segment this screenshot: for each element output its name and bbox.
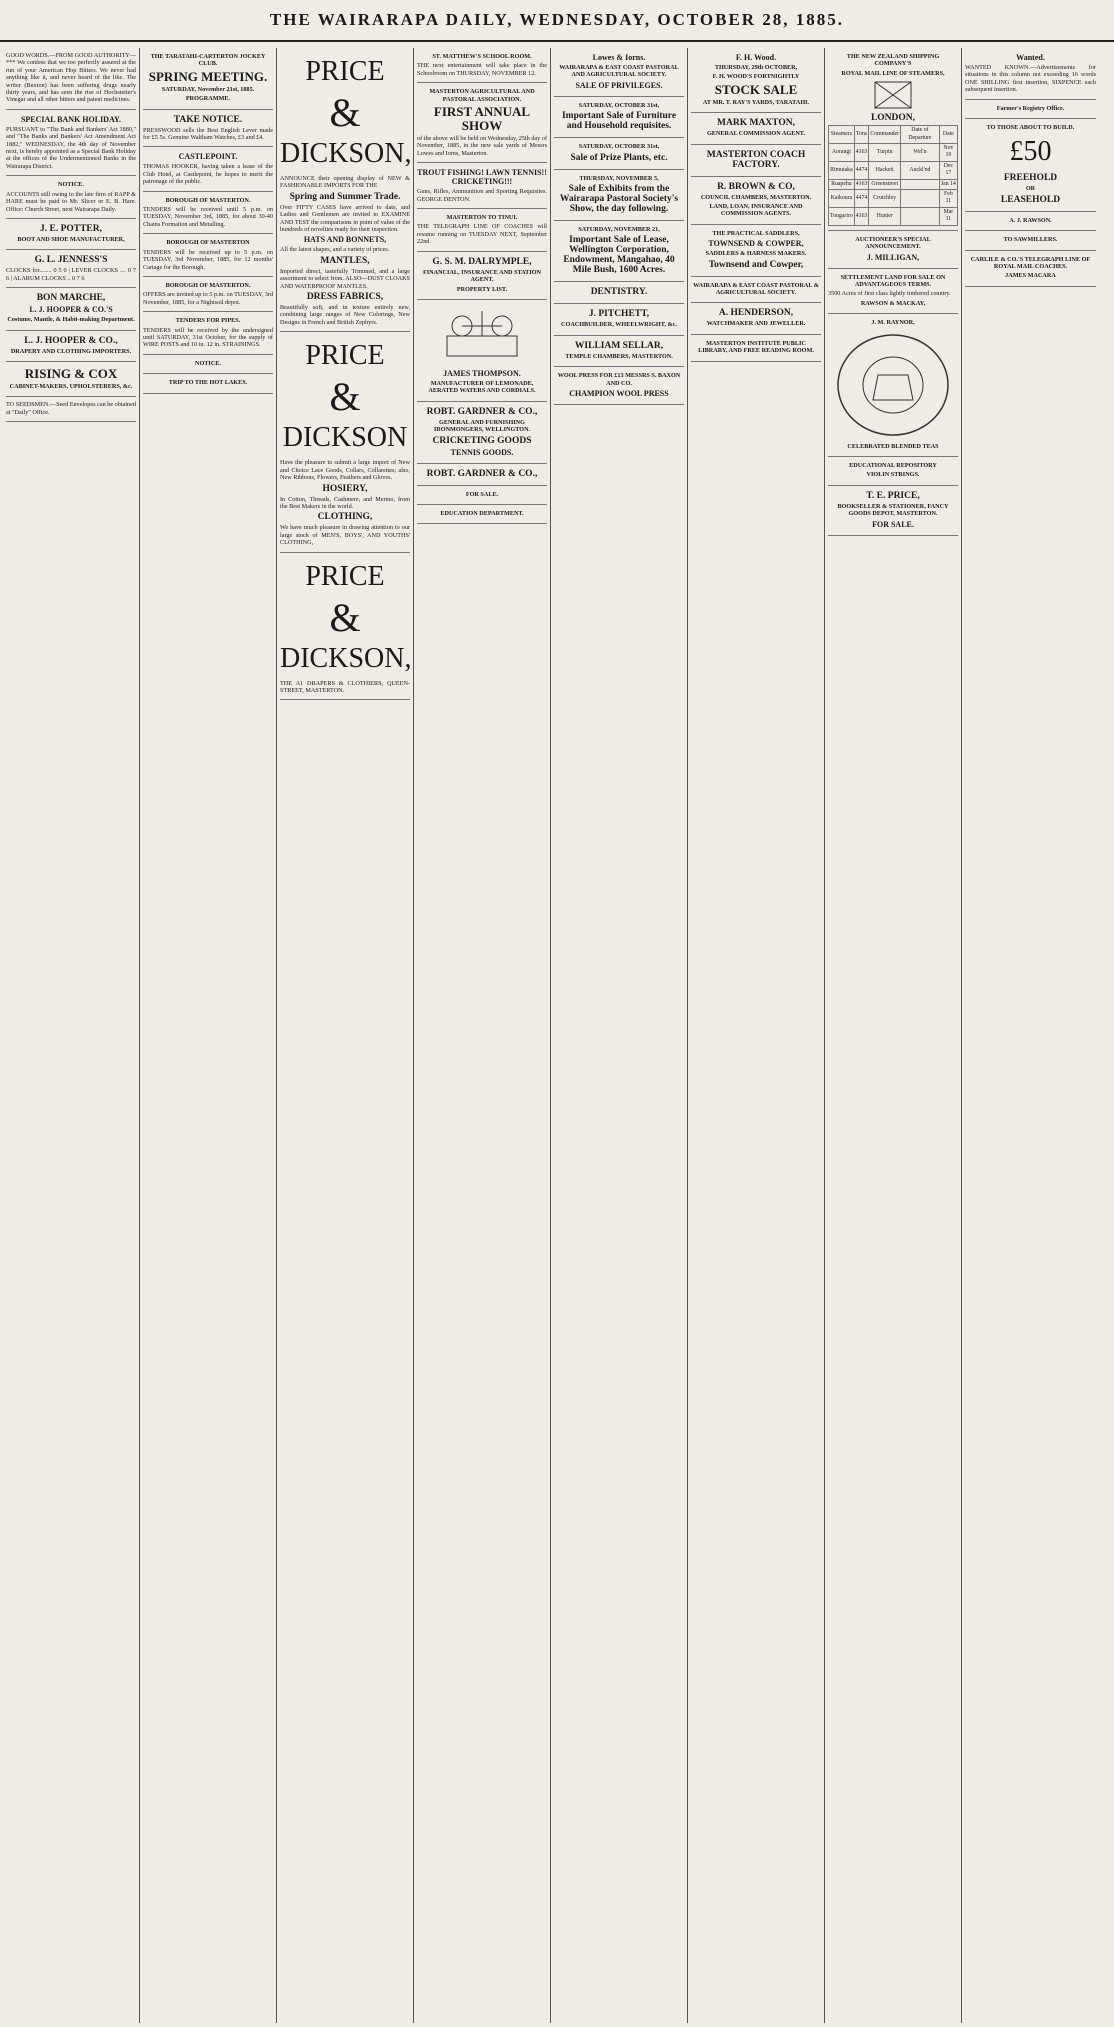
notice2-title: NOTICE. [195, 359, 221, 367]
ad-institute [691, 335, 821, 362]
maxton-title: MARK MAXTON, [717, 118, 795, 129]
ad-forsale [417, 486, 547, 505]
dickson-1: DICKSON, [280, 138, 412, 169]
ad-castlepoint [143, 147, 273, 191]
ad-shipping [828, 48, 958, 231]
gardner-title: ROBT. GARDNER & CO., [426, 406, 538, 417]
raynor: J. M. RAYNOR, [871, 319, 915, 327]
dress-sub: Beautifully soft, and in texture entirely new, combining large ranges of New Colorings, New Designs in French and British Zephyrs. [280, 304, 410, 326]
agri-title: MASTERTON AGRICULTURAL AND PASTORAL ASSOCIATION. [429, 88, 535, 103]
thursday: THURSDAY, NOVEMBER 5, [579, 174, 659, 182]
ad-school-room [417, 48, 547, 83]
ad-sellar [554, 336, 684, 367]
table-cell: Feb 11 [939, 190, 957, 208]
ad-potter [6, 219, 136, 250]
tinui-title: MASTERTON TO TINUI. [446, 214, 518, 222]
take-notice-text: PRESSWOOD sells the Best English Lever made for £5 5s. Genuine Waltham Watches, £3 and £4. [143, 126, 273, 142]
ad-prize-plants [554, 138, 684, 169]
leasehold: LEASEHOLD [1000, 194, 1061, 205]
table-header-cell: Date [939, 126, 957, 144]
table-row [829, 161, 958, 179]
table-cell: Hackett [869, 161, 901, 179]
exhibits: Sale of Exhibits from the Wairarapa Pastoral Society's Show, the day following. [559, 184, 679, 215]
mantles-title: MANTLES, [320, 255, 370, 266]
rawson: RAWSON & MACKAY, [860, 299, 926, 307]
institute: MASTERTON INSTITUTE PUBLIC LIBRARY, AND FREE READING ROOM. [698, 339, 814, 355]
take-notice-title: TAKE NOTICE. [173, 114, 243, 125]
programme-title: PROGRAMME. [185, 95, 231, 103]
seedsmen-text: TO SEEDSMEN.—Seed Envelopes can be obtained at "Daily" Office. [6, 401, 136, 416]
stock-sale: STOCK SALE [714, 81, 798, 97]
table-cell [901, 207, 940, 225]
shipping-sub: ROYAL MAIL LINE OF STEAMERS, [841, 69, 945, 77]
clothing-sub: We have much pleasure in drawing attention to our large stock of MEN'S, BOYS', AND YOUTHS' CLOTHING, [280, 524, 410, 547]
hats-title: HATS AND BONNETS, [303, 235, 387, 245]
table-header-cell: Commander [869, 126, 901, 144]
shipping-title: THE NEW ZEALAND SHIPPING COMPANY'S [846, 53, 940, 68]
ad-price-dickson-1 [280, 48, 410, 332]
prize-plants: Sale of Prize Plants, etc. [570, 152, 668, 163]
column-6 [688, 48, 825, 2023]
milligan: J. MILLIGAN, [866, 252, 920, 262]
masthead-title: THE WAIRARAPA DAILY, WEDNESDAY, OCTOBER 28, 1885. [269, 10, 845, 29]
notice-title: NOTICE. [58, 181, 84, 189]
table-cell: 4474 [854, 161, 869, 179]
good-words-text: GOOD WORDS.—FROM GOOD AUTHORITY—*** We confess that we too perfectly assured at the run of your American Hop Bitters. We never had anything like it, and never heard of the like. The writer (Buxton) has been suffering drugs nearly thirty years, and has seen the rise of Hochstetter's Vinegar and all other bitters and patent medicines. [6, 52, 136, 104]
telegraph: CARLILE & CO.'S TELEGRAPH LINE OF ROYAL MAIL COACHES. [970, 255, 1091, 271]
mantles-sub: Imported direct, tastefully Trimmed, and a large assortment to select from. ALSO—DUST CLOAKS AND WATERPROOF MANTLES. [280, 267, 410, 290]
table-cell: Jan 14 [939, 179, 957, 189]
tenders-pipes-text: TENDERS will be received by the undersigned until SATURDAY, 31st October, for the supply of WIRE POSTS and 10 in. 12 in. STRAININGS. [143, 326, 273, 349]
cricketing-title: CRICKETING GOODS [432, 435, 532, 446]
ad-thompson [417, 300, 547, 402]
ad-trout [417, 163, 547, 209]
ad-wood [691, 48, 821, 113]
tennis-title: TENNIS GOODS. [450, 447, 514, 457]
saturday-2: SATURDAY, OCTOBER 31st, [578, 143, 660, 151]
ad-notice-2 [143, 355, 273, 374]
ad-show-society [691, 277, 821, 304]
table-cell: Wel'n [901, 144, 940, 162]
column-3 [277, 48, 414, 2023]
table-row [829, 144, 958, 162]
dickson-2: DICKSON [282, 422, 408, 454]
table-cell: Crutchley [869, 190, 901, 208]
ad-builders [965, 119, 1096, 212]
educational: EDUCATIONAL REPOSITORY [849, 461, 937, 469]
spring-date: SATURDAY, November 21st, 1885. [161, 85, 255, 93]
column-8 [962, 48, 1099, 2023]
sale-privileges: SALE OF PRIVILEGES. [575, 80, 663, 90]
lowes-head: Lowes & Iorns. [592, 53, 646, 62]
table-cell: Kaikoura [829, 190, 855, 208]
wool-title: WOOL PRESS FOR £13 MESSRS S. BAXON AND CO. [557, 372, 681, 387]
potter-sub: BOOT AND SHOE MANUFACTURER, [17, 235, 125, 243]
column-1 [3, 48, 140, 2023]
ad-borough-2 [143, 234, 273, 277]
acres: 3500 Acres of first class lightly timbered country. [828, 290, 951, 298]
table-cell: Aorangi [829, 144, 855, 162]
school-title: ST. MATTHEW'S SCHOOL ROOM. [432, 53, 532, 60]
ad-price-dickson-2 [280, 332, 410, 552]
ad-wanted [965, 48, 1096, 100]
saturday-3: SATURDAY, NOVEMBER 21, [578, 226, 660, 234]
drapers-text: THE A1 DRAPERS & CLOTHIERS, QUEEN-STREET, MASTERTON. [280, 679, 410, 694]
show-society: WAIRARAPA & EAST COAST PASTORAL & AGRICULTURAL SOCIETY. [693, 281, 819, 297]
gardner-sub: GENERAL AND FURNISHING IRONMONGERS, WELLINGTON. [433, 418, 531, 434]
guns-text: Guns, Rifles, Ammunition and Sporting Requisites. GEORGE DENTON. [417, 188, 547, 203]
column-5 [551, 48, 688, 2023]
table-header-cell: Date of Departure [901, 126, 940, 144]
castlepoint-title: CASTLEPOINT. [178, 152, 238, 162]
pryce-sub: BOOKSELLER & STATIONER, FANCY GOODS DEPOT, MASTERTON. [837, 502, 949, 518]
ad-gardner-2 [417, 464, 547, 486]
ad-hooper [6, 331, 136, 362]
price-2: PRICE [305, 340, 385, 372]
saturday-1: SATURDAY, OCTOBER 31st, [578, 101, 660, 109]
ampersand-1: & [329, 90, 361, 135]
bon-marche-title: BON MARCHE, [36, 293, 106, 304]
ad-good-words [6, 48, 136, 110]
ad-jockey-club [143, 48, 273, 110]
ad-telegraph [965, 251, 1096, 287]
builders: TO THOSE ABOUT TO BUILD. [986, 124, 1075, 132]
wairarapa-show: WAIRARAPA & EAST COAST PASTORAL AND AGRICULTURAL SOCIETY. [559, 64, 679, 79]
table-cell: Hunter [869, 207, 901, 225]
jenness-title: G. L. JENNESS'S [34, 255, 108, 266]
sailing-table [828, 125, 958, 225]
hooper2-sub: DRAPERY AND CLOTHING IMPORTERS. [10, 347, 132, 355]
table-cell: Dec 17 [939, 161, 957, 179]
column-2 [140, 48, 277, 2023]
ampersand-3: & [329, 594, 361, 640]
champion: CHAMPION WOOL PRESS [569, 389, 669, 399]
rising-title: RISING & COX [24, 365, 118, 381]
temple: TEMPLE CHAMBERS, MASTERTON. [565, 352, 673, 360]
tinui-text: THE TELEGRAPH LINE OF COACHES will resume running on TUESDAY NEXT, September 22nd. [417, 223, 547, 246]
table-row [829, 190, 958, 208]
ad-borough-1 [143, 192, 273, 235]
table-cell: Auckl'nd [901, 161, 940, 179]
first-show-text: of the above will be held on Wednesday, 25th day of November, 1885, in the new sale yards of Messrs Lowes and Iorns, Masterton. [417, 135, 547, 157]
ad-pryce [828, 486, 958, 536]
ad-coach-factory [691, 145, 821, 177]
ad-saddlers [691, 225, 821, 277]
ad-exhibits [554, 170, 684, 221]
table-cell: Greenstreet [869, 179, 901, 189]
wanted-title: Wanted. [1016, 53, 1045, 62]
ad-lease [554, 221, 684, 282]
ad-auctioneer [828, 231, 958, 269]
table-cell: Turpin [869, 144, 901, 162]
price-3: PRICE [305, 560, 385, 592]
auctioneer: AUCTIONEER'S SPECIAL ANNOUNCEMENT. [855, 235, 931, 251]
brown-title: R. BROWN & CO, [717, 181, 795, 192]
ad-seedsmen [6, 397, 136, 422]
borough2-text: TENDERS will be received up to 5 p.m. on TUESDAY, 3rd November, 1885, for 12 months' Cartage for the Borough. [143, 248, 273, 271]
ad-notice [6, 176, 136, 219]
ad-take-notice [143, 110, 273, 148]
ad-settlement [828, 269, 958, 315]
ad-farmers [965, 100, 1096, 119]
ad-furniture [554, 97, 684, 138]
pitchett-sub: COACHBUILDER, WHEELWRIGHT, &c. [561, 321, 677, 329]
tenders-pipes-title: TENDERS FOR PIPES. [175, 317, 241, 325]
property-list: PROPERTY LIST. [456, 285, 508, 293]
coach-title: MASTERTON COACH FACTORY. [706, 149, 806, 170]
education-title: EDUCATION DEPARTMENT. [440, 509, 524, 517]
henderson-title: A. HENDERSON, [718, 308, 794, 319]
rawson-8: A. J. RAWSON. [1009, 216, 1052, 224]
wood-head: F. H. Wood. [735, 53, 777, 62]
henderson-sub: WATCHMAKER AND JEWELLER. [706, 320, 806, 328]
columns [3, 48, 1111, 2023]
townsend: TOWNSEND & COWPER, [708, 239, 804, 249]
tea: CELEBRATED BLENDED TEAS [847, 442, 939, 450]
borough3-text: OFFERS are invited up to 5 p.m. on TUESDAY, 3rd November, 1885, for a Nightsoil depot. [143, 291, 273, 306]
forsale-7: FOR SALE. [872, 519, 914, 529]
thompson-sub: MANUFACTURER OF LEMONADE, AERATED WATERS AND CORDIALS. [428, 379, 536, 395]
bank-holiday-title: SPECIAL BANK HOLIDAY. [20, 114, 122, 124]
sawmillers: TO SAWMILLERS. [1003, 236, 1058, 244]
pitchett-title: J. PITCHETT, [588, 309, 650, 320]
ad-dalrymple [417, 252, 547, 300]
table-cell: 4163 [854, 144, 869, 162]
or: OR [1025, 185, 1036, 193]
townsend2: Townsend and Cowper, [708, 259, 804, 270]
table-row [829, 207, 958, 225]
ad-bank-holiday [6, 110, 136, 176]
fortnightly: F. H. WOOD'S FORTNIGHTLY [712, 73, 800, 81]
borough1-text: TENDERS will be received until 5 p.m. on TUESDAY, November 3rd, 1885, for about 30-40 Chains Formation and Metalling. [143, 206, 273, 228]
table-cell: 4474 [854, 190, 869, 208]
table-cell [901, 179, 940, 189]
forsale-title: FOR SALE. [465, 490, 499, 498]
settlement: SETTLEMENT LAND FOR SALE ON ADVANTAGEOUS TERMS. [840, 273, 946, 288]
rising-sub: CABINET-MAKERS, UPHOLSTERERS, &c. [9, 382, 133, 390]
table-cell: 4163 [854, 207, 869, 225]
ad-wool-press [554, 367, 684, 405]
latest-text: Have the pleasure to submit a large import of New and Choice Lace Goods, Collars, Collarettes; also, New Ribbons, Flowers, Feathers and Gloves. [280, 459, 410, 482]
spring-title: SPRING MEETING. [148, 68, 268, 84]
maxton-sub: GENERAL COMMISSION AGENT. [706, 130, 806, 138]
table-header-cell: Steamers [829, 126, 855, 144]
hats-sub: All the latest shapes, and a variety of prices. [280, 246, 390, 254]
land: LAND, LOAN, INSURANCE AND COMMISSION AGENTS. [709, 203, 803, 218]
ad-rawson [965, 212, 1096, 231]
school-text: THE next entertainment will take place in the Schoolroom on THURSDAY, NOVEMBER 12. [417, 62, 547, 77]
important-1: Important Sale of Furniture and Household requisites. [561, 111, 677, 132]
jenness-text: CLOCKS for........ 0 5 0 | LEVER CLOCKS .... 0 7 6 | ALARUM CLOCKS .. 0 7 6 [6, 267, 136, 282]
sum: £50 [1009, 136, 1052, 168]
potter-title: J. E. POTTER, [39, 223, 103, 234]
brown-sub: COUNCIL CHAMBERS, MASTERTON. [700, 193, 812, 201]
ad-maxton [691, 113, 821, 144]
ad-lowes-iorns [554, 48, 684, 97]
column-7 [825, 48, 962, 2023]
wood-thursday: THURSDAY, 29th OCTOBER, [714, 64, 798, 71]
lease: Important Sale of Lease, Wellington Corporation, Endowment, Mangahao, 40 Mile Bush, 1600 Acres. [563, 235, 675, 276]
sellar-title: WILLIAM SELLAR, [574, 340, 664, 351]
ad-educational [828, 457, 958, 486]
ad-henderson [691, 303, 821, 334]
ad-dentistry [554, 282, 684, 304]
ad-brown [691, 177, 821, 225]
tararu: AT MR. T. RAY'S YARDS, TARATAHI. [702, 98, 810, 106]
ad-tenders-pipes [143, 312, 273, 355]
cases-text: Over FIFTY CASES have arrived to date, and Ladies and Gentlemen are invited to EXAMINE AND TEST the comparisons in point of value of the hundreds of novelties ready for their inspection. [280, 203, 410, 234]
borough3-title: BOROUGH OF MASTERTON. [165, 281, 251, 289]
ad-price-dickson-3 [280, 553, 410, 701]
castlepoint-text: THOMAS HOOKER, having taken a lease of the Club Hotel, at Castlepoint, he hopes to merit the patronage of the public. [143, 163, 273, 186]
notice-text: ACCOUNTS still owing to the late firm of RAPP & HARE must be paid to Mr. Slicer or E. B. Hare. Office: Church Street, next Wairarapa Daily. [6, 190, 136, 213]
jockey-title: THE TARATAHI-CARTERTON JOCKEY CLUB. [150, 53, 266, 68]
hosiery-sub: In Cotton, Threads, Cashmere, and Merino, from the Best Makers in the world. [280, 495, 410, 510]
macara: JAMES MACARA [1005, 272, 1056, 280]
machine-illustration-icon [437, 306, 527, 366]
hosiery-title: HOSIERY, [322, 483, 368, 494]
thompson-title: JAMES THOMPSON. [443, 368, 521, 378]
dickson-3: DICKSON, [280, 642, 412, 674]
ad-rising-cox [6, 362, 136, 397]
table-cell: Ruapehu [829, 179, 855, 189]
ad-borough-3 [143, 277, 273, 312]
pryce-title: T. E. PRICE, [866, 490, 920, 501]
ad-first-show [417, 83, 547, 163]
townsend-sub: SADDLERS & HARNESS MAKERS. [705, 250, 807, 258]
ad-gardner [417, 402, 547, 464]
spring-summer: Spring and Summer Trade. [289, 191, 401, 202]
farmers: Farmer's Registry Office. [996, 104, 1065, 112]
column-4 [414, 48, 551, 2023]
table-cell: Rimutaka [829, 161, 855, 179]
hooper-sub: Costume, Mantle, & Habit-making Department. [7, 316, 135, 324]
ad-pitchett [554, 304, 684, 335]
gardner2-title: ROBT. GARDNER & CO., [426, 468, 538, 479]
dentistry: DENTISTRY. [590, 287, 648, 298]
ad-sawmillers [965, 231, 1096, 250]
ad-education [417, 505, 547, 524]
table-cell: Mar 11 [939, 207, 957, 225]
price-1: PRICE [305, 56, 385, 87]
borough2-title: BOROUGH OF MASTERTON [166, 239, 250, 247]
dress-title: DRESS FABRICS, [306, 292, 384, 303]
table-cell: 4163 [854, 179, 869, 189]
table-cell: Nov 19 [939, 144, 957, 162]
ad-lake-trip [143, 374, 273, 393]
table-row [829, 179, 958, 189]
hooper2-title: L. J. HOOPER & CO., [24, 335, 118, 346]
dalrymple-sub: FINANCIAL, INSURANCE AND STATION AGENT. [422, 268, 542, 284]
announce-text: ANNOUNCE their opening display of NEW & FASHIONABLE IMPORTS FOR THE [280, 175, 410, 190]
trout-title: TROUT FISHING! LAWN TENNIS!! CRICKETING!!! [417, 168, 547, 187]
lake-trip-title: TRIP TO THE HOT LAKES. [168, 379, 248, 387]
ad-raynor [828, 314, 958, 457]
borough1-title: BOROUGH OF MASTERTON. [165, 196, 251, 204]
table-header-cell: Tons [854, 126, 869, 144]
flag-emblem-icon [873, 80, 913, 110]
ad-tinui [417, 209, 547, 252]
first-show-title: FIRST ANNUAL SHOW [433, 104, 531, 134]
ampersand-2: & [329, 374, 361, 420]
tea-emblem-icon [833, 330, 953, 440]
ad-jenness [6, 250, 136, 288]
dalrymple-title: G. S. M. DALRYMPLE, [432, 256, 532, 267]
hooper-title: L. J. HOOPER & CO.'S [29, 305, 113, 315]
bank-holiday-text: PURSUANT to "The Bank and Bankers' Act 1880," and "The Banks and Bankers' Act Amendment Act 1882," WEDNESDAY, the 4th day of November next, is hereby appointed as a Special Bank Holiday at the offices of the Undermentioned Banks in the Wairarapa District. [6, 125, 136, 170]
ad-bon-marche [6, 288, 136, 330]
freehold: FREEHOLD [1003, 173, 1058, 184]
masthead [0, 0, 1114, 42]
wanted-text: WANTED KNOWN.—Advertisements for situations in this column not exceeding 16 words ONE SHILLING first insertion, SIXPENCE each subsequent insertion. [965, 64, 1096, 94]
clothing-title: CLOTHING, [317, 512, 373, 523]
table-cell [901, 190, 940, 208]
saddlers: THE PRACTICAL SADDLERS, [712, 229, 800, 237]
violin: VIOLIN STRINGS. [866, 471, 920, 479]
table-cell: Tongariro [829, 207, 855, 225]
london: LONDON, [870, 113, 916, 124]
